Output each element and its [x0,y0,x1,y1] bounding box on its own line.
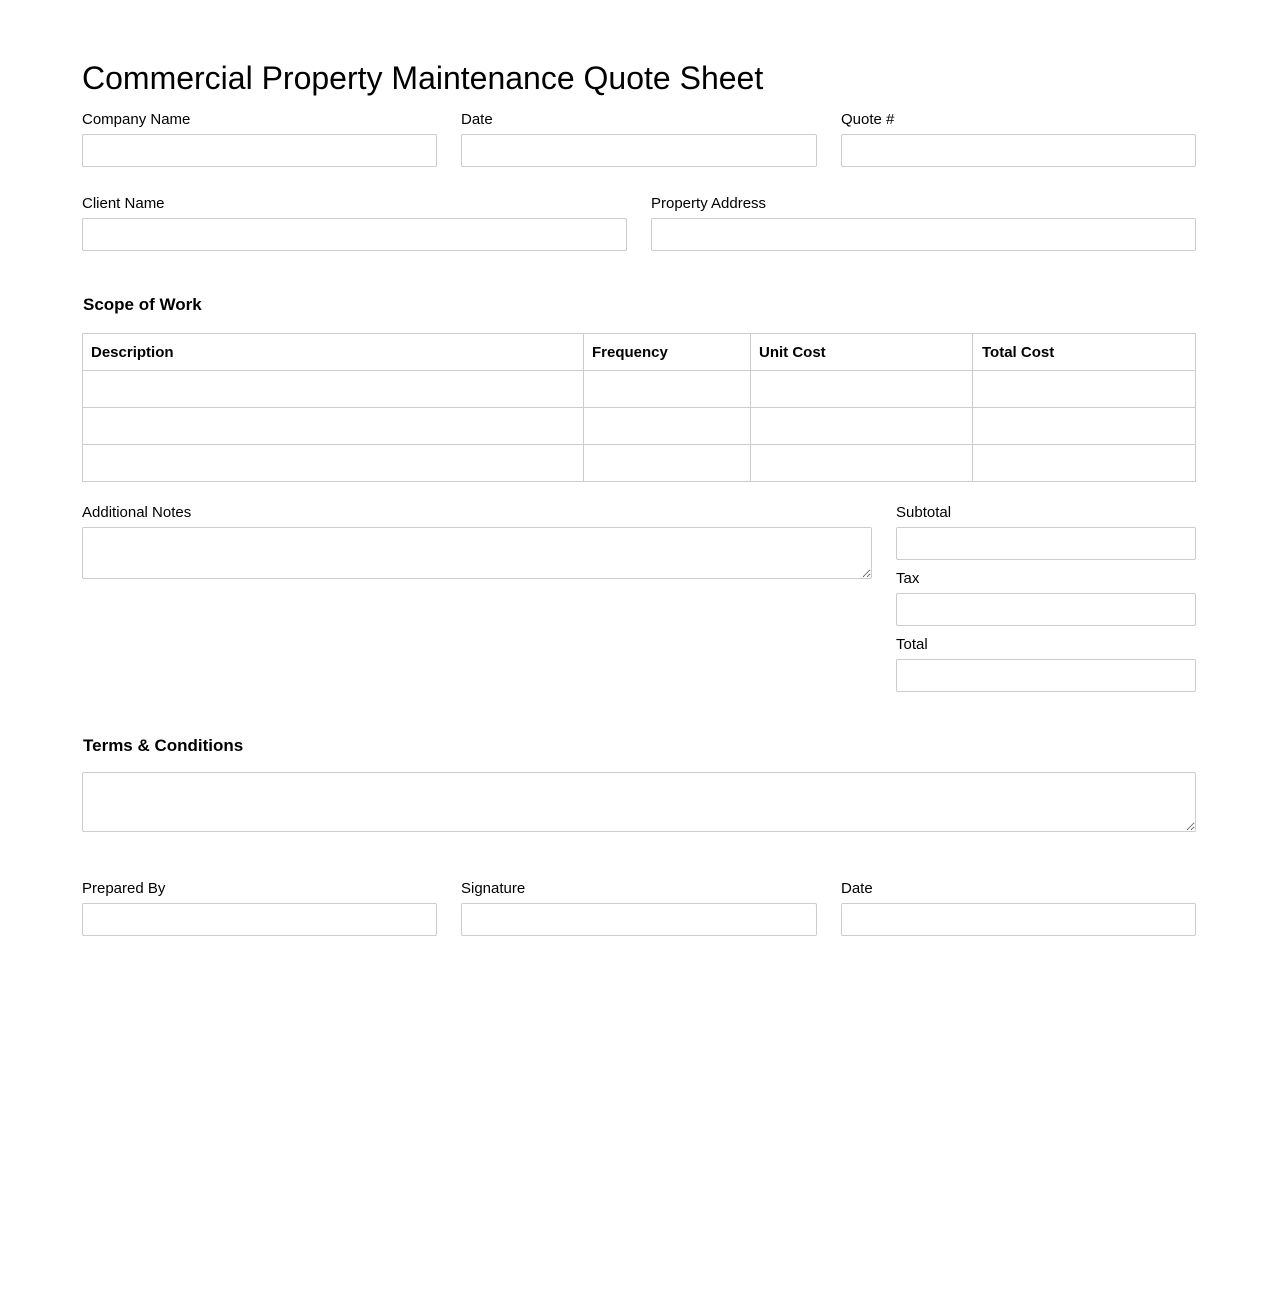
table-header-row [83,334,1196,371]
frequency-cell[interactable] [584,371,751,408]
unit-cost-cell[interactable] [751,408,973,445]
total-cost-cell[interactable] [973,445,1196,482]
signature-date-input[interactable] [841,903,1196,936]
column-header-unit-cost: Unit Cost [751,334,973,371]
signature-input[interactable] [461,903,817,936]
total-label: Total [896,636,928,653]
column-header-total-cost: Total Cost [973,334,1196,371]
property-address-label: Property Address [651,195,767,212]
date-label: Date [461,111,493,128]
terms-textarea[interactable] [82,772,1196,832]
total-cost-cell[interactable] [973,408,1196,445]
table-row [83,408,1196,445]
table-row [83,371,1196,408]
column-header-frequency: Frequency [584,334,751,371]
frequency-cell[interactable] [584,408,751,445]
description-cell[interactable] [83,445,584,482]
subtotal-input[interactable] [896,527,1196,560]
total-input[interactable] [896,659,1196,692]
company-name-label: Company Name [82,111,191,128]
column-header-description: Description [83,334,584,371]
description-cell[interactable] [83,408,584,445]
unit-cost-cell[interactable] [751,445,973,482]
quote-number-label: Quote # [841,111,895,128]
date-input[interactable] [461,134,817,167]
table-row [83,445,1196,482]
prepared-by-label: Prepared By [82,880,166,897]
quote-number-input[interactable] [841,134,1196,167]
page-title: Commercial Property Maintenance Quote Sheet [82,60,764,96]
tax-input[interactable] [896,593,1196,626]
client-name-label: Client Name [82,195,165,212]
property-address-input[interactable] [651,218,1196,251]
signature-date-label: Date [841,880,873,897]
tax-label: Tax [896,570,920,587]
company-name-input[interactable] [82,134,437,167]
scope-of-work-heading: Scope of Work [83,295,202,314]
prepared-by-input[interactable] [82,903,437,936]
additional-notes-label: Additional Notes [82,504,192,521]
additional-notes-textarea[interactable] [82,527,872,579]
total-cost-cell[interactable] [973,371,1196,408]
frequency-cell[interactable] [584,445,751,482]
unit-cost-cell[interactable] [751,371,973,408]
client-name-input[interactable] [82,218,627,251]
subtotal-label: Subtotal [896,504,952,521]
terms-heading: Terms & Conditions [83,736,244,755]
signature-label: Signature [461,880,526,897]
description-cell[interactable] [83,371,584,408]
scope-of-work-table [82,333,1196,482]
